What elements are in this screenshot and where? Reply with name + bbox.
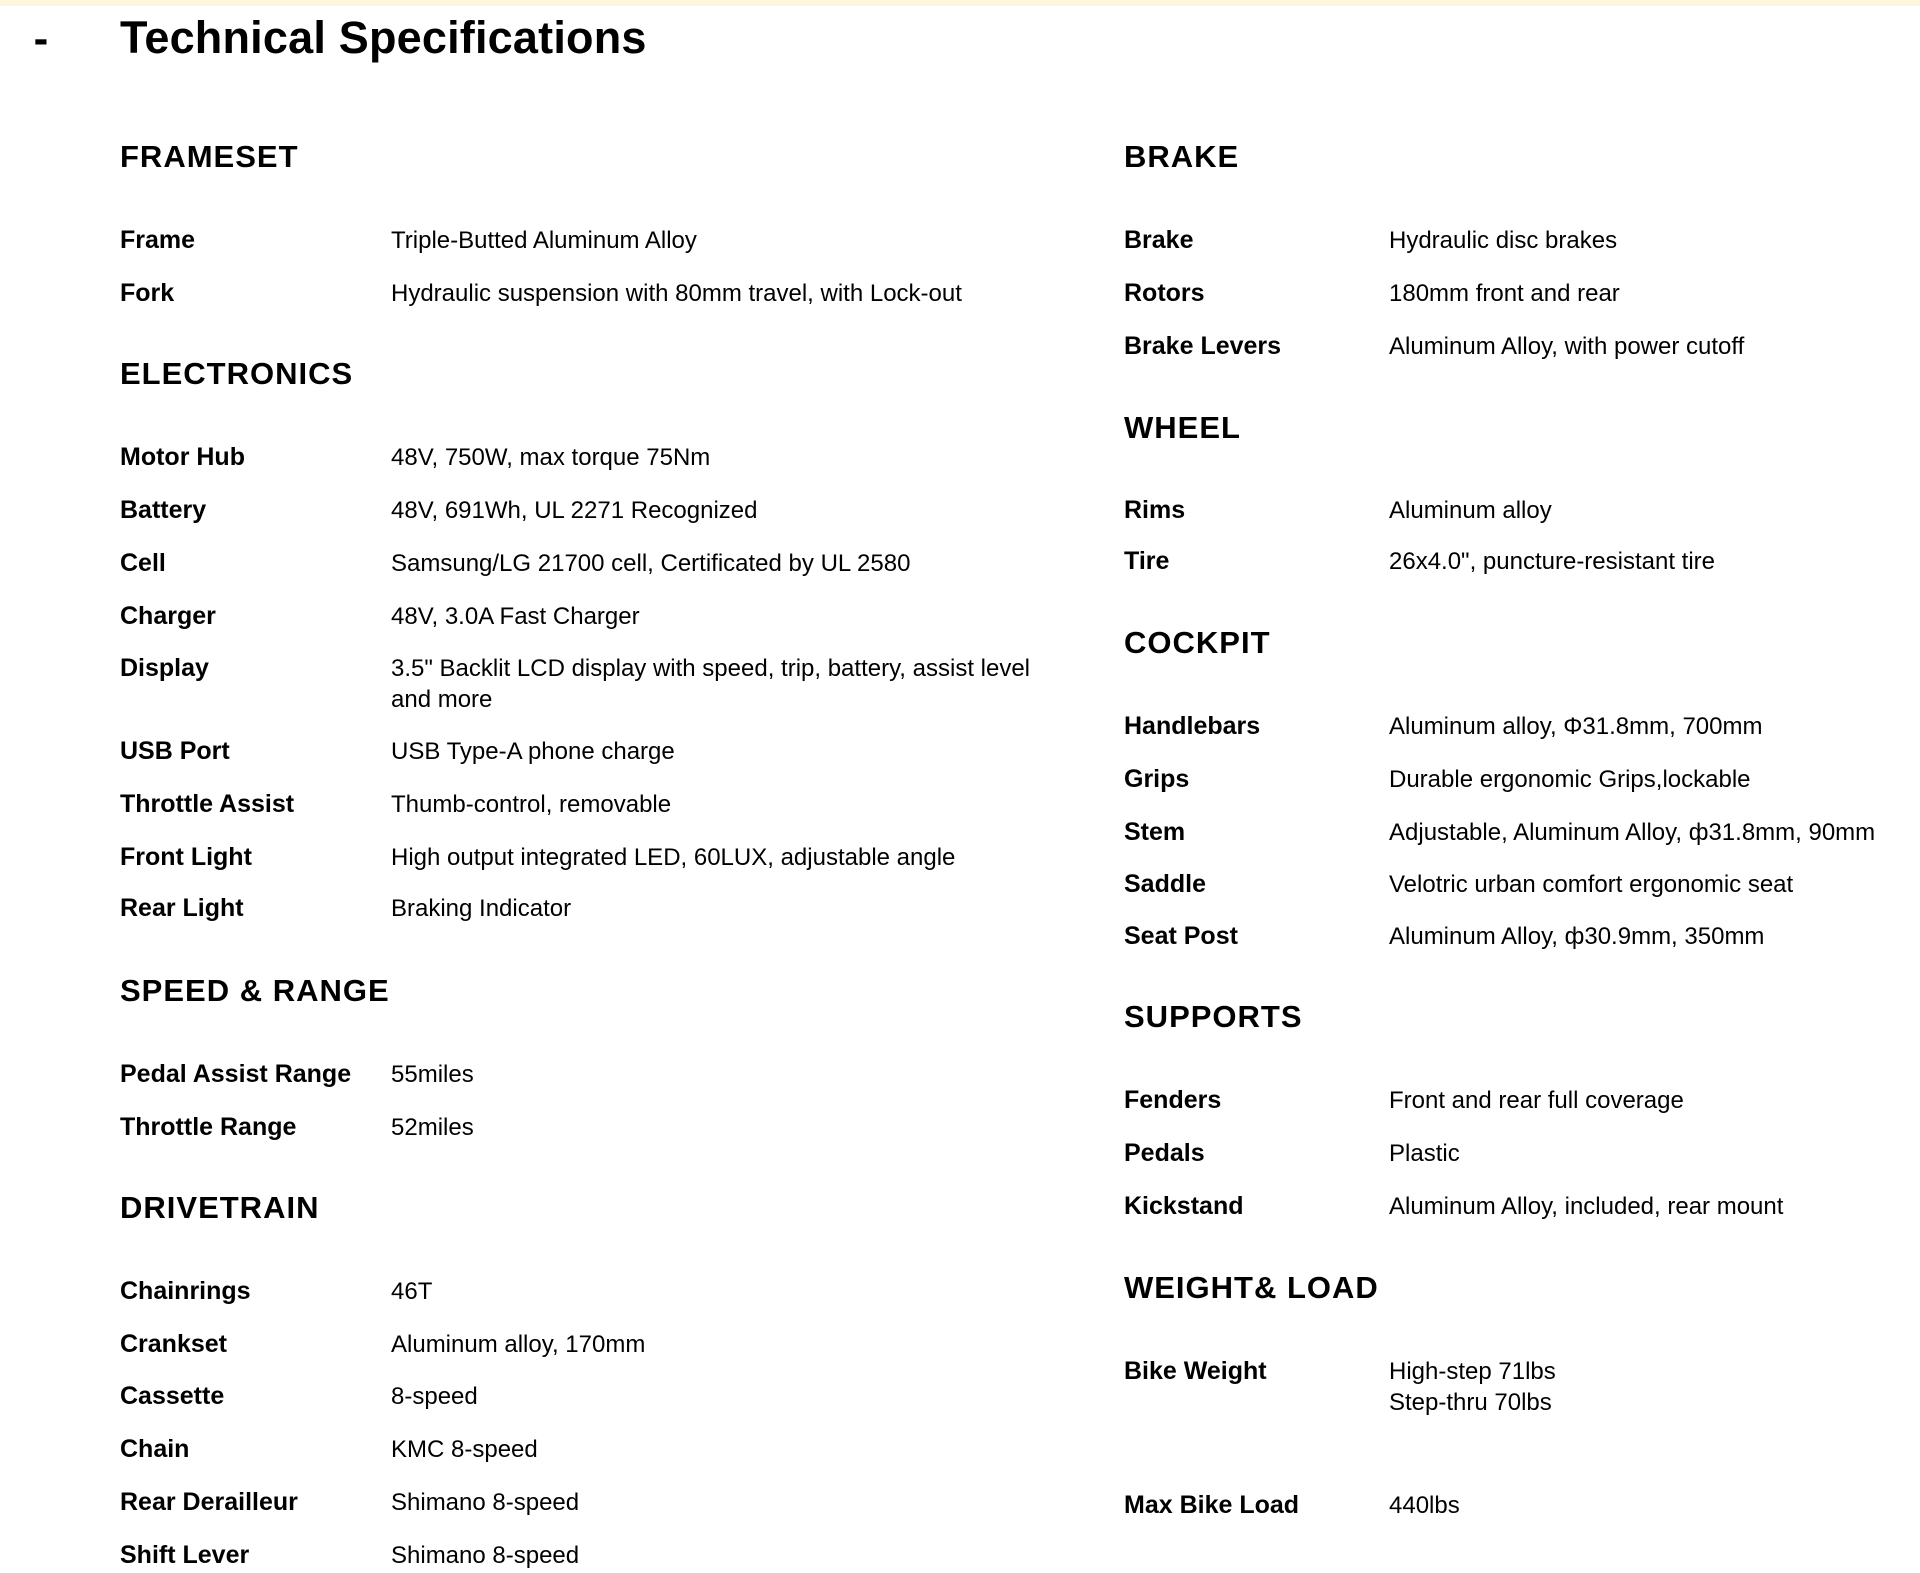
spec-label: Kickstand (1124, 1192, 1244, 1220)
spec-label: Brake Levers (1124, 332, 1282, 360)
spec-value: Aluminum Alloy, ф30.9mm, 350mm (1389, 923, 1765, 950)
spec-label: Max Bike Load (1124, 1491, 1300, 1519)
spec-label: Front Light (120, 843, 252, 871)
spec-label: Fork (120, 279, 175, 307)
spec-value: 3.5" Backlit LCD display with speed, trip, battery, assist level and more (391, 655, 1031, 713)
page-title: Technical Specifications (120, 12, 647, 63)
spec-value: 48V, 750W, max torque 75Nm (391, 444, 711, 471)
spec-label: Fenders (1124, 1086, 1222, 1114)
spec-label: Pedal Assist Range (120, 1060, 352, 1088)
spec-label: Chainrings (120, 1277, 251, 1305)
spec-value: Samsung/LG 21700 cell, Certificated by UL 2580 (391, 550, 911, 577)
spec-value: Shimano 8-speed (391, 1489, 580, 1516)
spec-label: Crankset (120, 1330, 227, 1358)
spec-label: Stem (1124, 818, 1186, 846)
spec-label: Cell (120, 549, 166, 577)
spec-label: Charger (120, 602, 216, 630)
spec-label: Handlebars (1124, 712, 1261, 740)
section-title: BRAKE (1124, 139, 1240, 174)
section-title: COCKPIT (1124, 625, 1271, 660)
spec-value: Plastic (1389, 1140, 1460, 1167)
spec-label: Throttle Range (120, 1113, 297, 1141)
spec-value: USB Type-A phone charge (391, 738, 675, 765)
spec-value: 48V, 691Wh, UL 2271 Recognized (391, 497, 758, 524)
spec-value: Triple-Butted Aluminum Alloy (391, 227, 697, 254)
spec-value: KMC 8-speed (391, 1436, 538, 1463)
spec-value: 180mm front and rear (1389, 280, 1620, 307)
spec-label: Frame (120, 226, 196, 254)
spec-value: Aluminum alloy (1389, 497, 1552, 524)
spec-label: Throttle Assist (120, 790, 295, 818)
spec-label: Rims (1124, 496, 1186, 524)
spec-label: Tire (1124, 547, 1170, 575)
spec-value: Aluminum alloy, 170mm (391, 1331, 646, 1358)
spec-value: 48V, 3.0A Fast Charger (391, 603, 640, 630)
spec-value: 52miles (391, 1114, 474, 1141)
spec-value: High-step 71lbs Step-thru 70lbs (1389, 1358, 1556, 1416)
top-strip (0, 0, 1920, 6)
section-title: FRAMESET (120, 139, 299, 174)
spec-value: Hydraulic disc brakes (1389, 227, 1618, 254)
spec-label: Rear Derailleur (120, 1488, 298, 1516)
spec-label: Grips (1124, 765, 1190, 793)
spec-value: 46T (391, 1278, 433, 1305)
spec-label: Battery (120, 496, 207, 524)
spec-label: Cassette (120, 1382, 225, 1410)
spec-value: Front and rear full coverage (1389, 1087, 1684, 1114)
spec-value: Aluminum Alloy, with power cutoff (1389, 333, 1745, 360)
spec-value: 440lbs (1389, 1492, 1460, 1519)
spec-value: 26x4.0", puncture-resistant tire (1389, 548, 1716, 575)
spec-value: 8-speed (391, 1383, 478, 1410)
section-title: ELECTRONICS (120, 356, 354, 391)
spec-label: Rotors (1124, 279, 1205, 307)
spec-label: Motor Hub (120, 443, 245, 471)
section-title: SPEED & RANGE (120, 973, 390, 1008)
section-title: DRIVETRAIN (120, 1190, 320, 1225)
spec-label: Chain (120, 1435, 190, 1463)
spec-value: Braking Indicator (391, 895, 572, 922)
spec-label: Display (120, 654, 209, 682)
spec-value: Adjustable, Aluminum Alloy, ф31.8mm, 90mm (1389, 819, 1876, 846)
section-title: SUPPORTS (1124, 999, 1303, 1034)
spec-value: Hydraulic suspension with 80mm travel, with Lock-out (391, 280, 962, 307)
spec-label: Saddle (1124, 870, 1206, 898)
spec-value: Aluminum alloy, Φ31.8mm, 700mm (1389, 713, 1763, 740)
spec-value: Durable ergonomic Grips,lockable (1389, 766, 1751, 793)
spec-value: Aluminum Alloy, included, rear mount (1389, 1193, 1784, 1220)
spec-value: Shimano 8-speed (391, 1542, 580, 1569)
spec-label: Seat Post (1124, 922, 1238, 950)
spec-label: Shift Lever (120, 1541, 250, 1569)
spec-value: Velotric urban comfort ergonomic seat (1389, 871, 1794, 898)
spec-label: Rear Light (120, 894, 244, 922)
spec-label: Pedals (1124, 1139, 1205, 1167)
spec-label: Bike Weight (1124, 1357, 1267, 1385)
spec-value: 55miles (391, 1061, 474, 1088)
spec-label: USB Port (120, 737, 230, 765)
spec-label: Brake (1124, 226, 1194, 254)
spec-value: Thumb-control, removable (391, 791, 672, 818)
collapse-toggle-button[interactable]: - (33, 14, 49, 63)
spec-value: High output integrated LED, 60LUX, adjustable angle (391, 844, 956, 871)
section-title: WEIGHT& LOAD (1124, 1270, 1379, 1305)
section-title: WHEEL (1124, 410, 1241, 445)
